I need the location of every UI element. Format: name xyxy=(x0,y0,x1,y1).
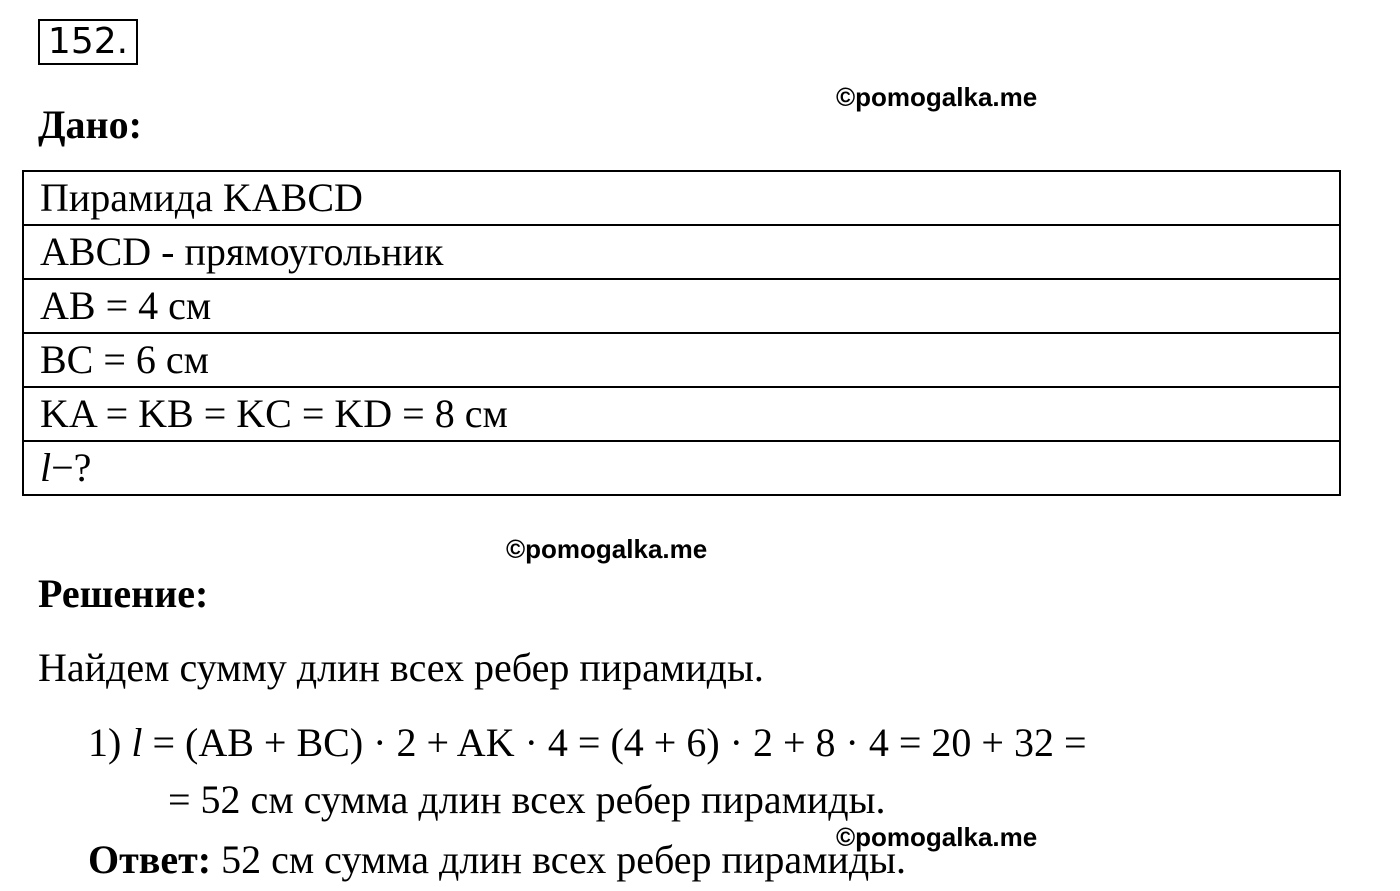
given-heading: Дано: xyxy=(38,102,142,147)
step-expression: = (AB + BC) · 2 + AK · 4 = (4 + 6) · 2 + 8 · 4 = 20 + 32 = xyxy=(152,720,1087,765)
answer-label: Ответ: xyxy=(88,837,212,882)
watermark-top: ©pomogalka.me xyxy=(836,82,1038,112)
table-row xyxy=(23,441,1340,495)
solution-heading: Решение: xyxy=(38,571,209,616)
solution-step-line-2: = 52 см сумма длин всех ребер пирамиды. xyxy=(168,777,886,822)
table-row xyxy=(23,333,1340,387)
solution-intro: Найдем сумму длин всех ребер пирамиды. xyxy=(38,645,764,690)
answer-text: 52 см сумма длин всех ребер пирамиды. xyxy=(221,837,907,882)
problem-number: 152. xyxy=(38,19,138,65)
step-marker: 1) xyxy=(88,720,122,765)
given-row-ab: AB = 4 см xyxy=(23,279,1340,333)
table-row xyxy=(23,171,1340,225)
given-row-bc: BC = 6 см xyxy=(23,333,1340,387)
answer-line xyxy=(88,837,906,883)
step-symbol: l xyxy=(131,720,143,765)
table-row xyxy=(23,279,1340,333)
given-table xyxy=(22,170,1341,496)
table-row xyxy=(23,225,1340,279)
unknown-suffix: −? xyxy=(51,445,92,490)
unknown-symbol: l xyxy=(40,445,52,490)
watermark-middle: ©pomogalka.me xyxy=(506,534,708,564)
given-row-pyramid: Пирамида KABCD xyxy=(23,171,1340,225)
given-row-unknown xyxy=(23,441,1340,495)
table-row xyxy=(23,387,1340,441)
given-row-lateral-edges: KA = KB = KC = KD = 8 см xyxy=(23,387,1340,441)
watermark-bottom: ©pomogalka.me xyxy=(836,822,1038,852)
given-row-rectangle: ABCD - прямоугольник xyxy=(23,225,1340,279)
solution-step-line-1 xyxy=(88,720,1087,766)
